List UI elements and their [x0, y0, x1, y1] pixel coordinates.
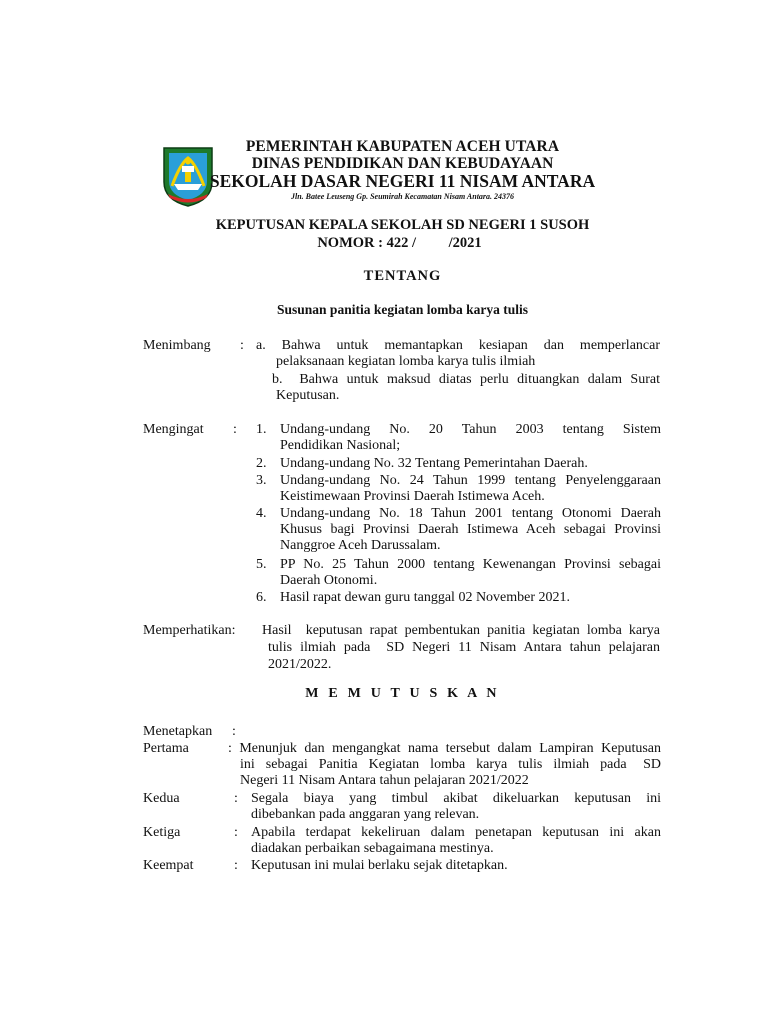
pertama-line3: Negeri 11 Nisam Antara tahun pelajaran 2021/2022 — [240, 773, 529, 788]
tentang-heading: TENTANG — [363, 268, 442, 284]
menimbang-a-line2: pelaksanaan kegiatan lomba karya tulis ilmiah — [276, 354, 536, 369]
mengingat-item-num: 2. — [256, 456, 267, 471]
menimbang-b-line2: Keputusan. — [276, 388, 340, 403]
memperhatikan-line2: tulis ilmiah pada SD Negeri 11 Nisam Antara tahun pelajaran — [268, 640, 660, 655]
mengingat-item-line1: Undang-undang No. 20 Tahun 2003 tentang Sistem — [280, 422, 661, 437]
mengingat-item-line2: Khusus bagi Provinsi Daerah Istimewa Aceh sebagai Provinsi — [280, 522, 661, 537]
header-address: Jln. Batee Leuseng Gp. Seumirah Kecamatan Nisam Antara. 24376 — [290, 192, 515, 201]
kedua-line2: dibebankan pada anggaran yang relevan. — [251, 807, 480, 822]
mengingat-item-line3: Nanggroe Aceh Darussalam. — [280, 538, 441, 553]
mengingat-item-num: 5. — [256, 557, 267, 572]
mengingat-item-line1: Hasil rapat dewan guru tanggal 02 November 2021. — [280, 590, 571, 605]
menetapkan-colon: : — [232, 724, 236, 739]
keempat-label: Keempat — [143, 858, 194, 873]
ketiga-label: Ketiga — [143, 825, 181, 840]
memperhatikan-line3: 2021/2022. — [268, 657, 332, 672]
decree-subject: Susunan panitia kegiatan lomba karya tulis — [277, 302, 528, 317]
mengingat-item-line2: Pendidikan Nasional; — [280, 438, 401, 453]
header-school: SEKOLAH DASAR NEGERI 11 NISAM ANTARA — [209, 171, 596, 191]
ketiga-line1: Apabila terdapat kekeliruan dalam penetapan keputusan ini akan — [251, 825, 661, 840]
menimbang-a-line1: a. Bahwa untuk memantapkan kesiapan dan memperlancar — [256, 338, 660, 353]
mengingat-item-line1: Undang-undang No. 32 Tentang Pemerintahan Daerah. — [280, 456, 588, 471]
mengingat-item-line2: Daerah Otonomi. — [280, 573, 378, 588]
kedua-colon: : — [234, 791, 238, 806]
pertama-line1: : Menunjuk dan mengangkat nama tersebut dalam Lampiran Keputusan — [228, 741, 661, 756]
keempat-line1: Keputusan ini mulai berlaku sejak ditetapkan. — [251, 858, 508, 873]
ketiga-colon: : — [234, 825, 238, 840]
mengingat-item-line1: PP No. 25 Tahun 2000 tentang Kewenangan Provinsi sebagai — [280, 557, 661, 572]
mengingat-item-line1: Undang-undang No. 18 Tahun 2001 tentang Otonomi Daerah — [280, 506, 661, 521]
decree-title: KEPUTUSAN KEPALA SEKOLAH SD NEGERI 1 SUSOH — [215, 217, 590, 233]
mengingat-label: Mengingat — [143, 422, 204, 437]
mengingat-item-num: 6. — [256, 590, 267, 605]
mengingat-item-line2: Keistimewaan Provinsi Daerah Istimewa Aceh. — [280, 489, 545, 504]
header-government: PEMERINTAH KABUPATEN ACEH UTARA — [245, 138, 560, 155]
mengingat-colon: : — [233, 422, 237, 437]
memutuskan-heading: M E M U T U S K A N — [305, 686, 500, 701]
menimbang-label: Menimbang — [143, 338, 211, 353]
pertama-line2: ini sebagai Panitia Kegiatan lomba karya tulis ilmiah pada SD — [240, 757, 661, 772]
menimbang-b-line1: b. Bahwa untuk maksud diatas perlu dituangkan dalam Surat — [272, 372, 660, 387]
header-department: DINAS PENDIDIKAN DAN KEBUDAYAAN — [251, 155, 554, 172]
mengingat-item-line1: Undang-undang No. 24 Tahun 1999 tentang Penyelenggaraan — [280, 473, 661, 488]
pertama-label: Pertama — [143, 741, 189, 756]
ketiga-line2: diadakan perbaikan sebagaimana mestinya. — [251, 841, 494, 856]
decree-number: NOMOR : 422 / /2021 — [317, 235, 482, 251]
keempat-colon: : — [234, 858, 238, 873]
memperhatikan-line1: Hasil keputusan rapat pembentukan panitia kegiatan lomba karya — [262, 623, 660, 638]
menetapkan-label: Menetapkan — [143, 724, 213, 739]
menimbang-colon: : — [240, 338, 244, 353]
mengingat-item-num: 3. — [256, 473, 267, 488]
kedua-line1: Segala biaya yang timbul akibat dikeluarkan keputusan ini — [251, 791, 661, 806]
kedua-label: Kedua — [143, 791, 180, 806]
mengingat-item-num: 4. — [256, 506, 267, 521]
mengingat-item-num: 1. — [256, 422, 267, 437]
memperhatikan-label: Memperhatikan: — [143, 623, 236, 638]
